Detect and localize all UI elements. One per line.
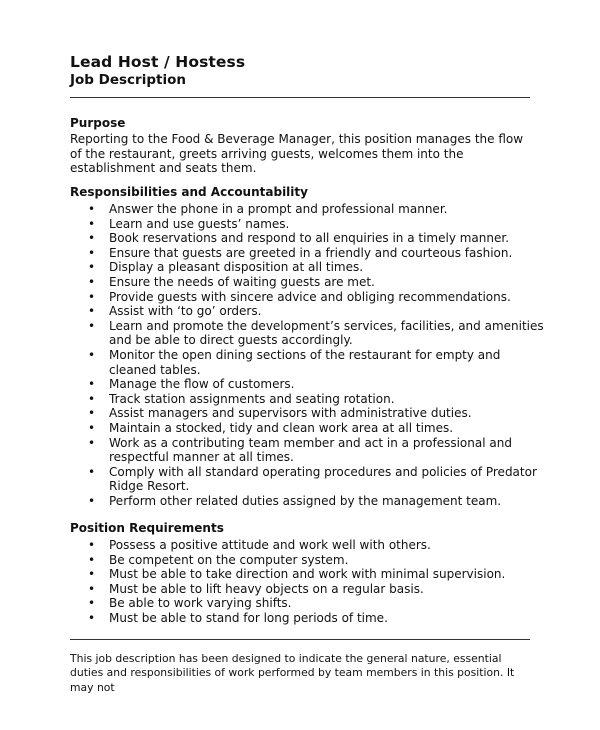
list-item-text: Must be able to take direction and work with minimal supervision.: [109, 567, 506, 582]
list-item-text: Ensure the needs of waiting guests are met.: [109, 274, 375, 289]
list-item: [70, 275, 549, 290]
list-item: [70, 246, 549, 261]
header-divider: [70, 97, 530, 98]
list-item-text: Be able to work varying shifts.: [109, 596, 292, 611]
list-item-text: Ensure that guests are greeted in a friendly and courteous fashion.: [109, 245, 513, 260]
bullet-marker: •: [88, 260, 96, 275]
list-item-text: Provide guests with sincere advice and obliging recommendations.: [109, 289, 511, 304]
purpose-section: [70, 116, 530, 176]
list-item-text: Be competent on the computer system.: [109, 552, 349, 567]
list-item: [70, 377, 549, 392]
bullet-marker: •: [88, 391, 96, 406]
bullet-marker: •: [88, 581, 96, 596]
footer-divider: [70, 639, 530, 640]
list-item-text: Work as a contributing team member and act in a professional and respectful manner at all times.: [109, 435, 512, 465]
requirements-list: [70, 538, 530, 626]
list-item-text: Track station assignments and seating rotation.: [109, 391, 395, 406]
bullet-marker: •: [88, 435, 96, 450]
bullet-marker: •: [88, 377, 96, 392]
list-item-text: Assist with ‘to go’ orders.: [109, 304, 262, 319]
bullet-marker: •: [88, 347, 96, 362]
responsibilities-heading: Responsibilities and Accountability: [70, 185, 308, 199]
list-item-text: Assist managers and supervisors with administrative duties.: [109, 406, 472, 421]
bullet-marker: •: [88, 245, 96, 260]
footer-disclaimer: This job description has been designed to indicate the general nature, essential duties and responsibilities of work performed by team members in this position. It may not: [70, 652, 515, 694]
list-item: [70, 538, 549, 553]
list-item-text: Manage the flow of customers.: [109, 377, 295, 392]
bullet-marker: •: [88, 231, 96, 246]
responsibilities-section: [70, 185, 544, 508]
bullet-marker: •: [88, 216, 96, 231]
list-item: [70, 348, 549, 377]
list-item: [70, 596, 549, 611]
bullet-marker: •: [88, 596, 96, 611]
bullet-marker: •: [88, 304, 96, 319]
list-item: [70, 421, 549, 436]
list-item: [70, 304, 549, 319]
purpose-text: Reporting to the Food & Beverage Manager, this position manages the flow of the restaurant, greets arriving guests, welcomes them into the establishment and seats them.: [70, 132, 524, 176]
list-item: [70, 582, 549, 597]
requirements-heading: Position Requirements: [70, 521, 224, 535]
purpose-heading: Purpose: [70, 116, 126, 130]
bullet-marker: •: [88, 538, 96, 552]
list-item: [70, 231, 549, 246]
bullet-marker: •: [88, 318, 96, 333]
list-item: [70, 217, 549, 232]
bullet-marker: •: [88, 406, 96, 421]
bullet-marker: •: [88, 552, 96, 567]
job-title: Lead Host / Hostess: [70, 53, 246, 71]
bullet-marker: •: [88, 567, 96, 582]
list-item: [70, 611, 549, 626]
list-item-text: Must be able to lift heavy objects on a regular basis.: [109, 581, 424, 596]
list-item: [70, 465, 549, 494]
bullet-marker: •: [88, 464, 96, 479]
bullet-marker: •: [88, 202, 96, 216]
bullet-marker: •: [88, 610, 96, 625]
list-item-text: Monitor the open dining sections of the restaurant for empty and cleaned tables.: [109, 347, 501, 377]
document-subtitle: Job Description: [70, 72, 186, 88]
list-item-text: Comply with all standard operating procedures and policies of Predator Ridge Resort.: [109, 464, 537, 494]
list-item-text: Display a pleasant disposition at all times.: [109, 260, 364, 275]
bullet-marker: •: [88, 420, 96, 435]
requirements-section: [70, 521, 530, 626]
list-item-text: Must be able to stand for long periods of time.: [109, 610, 388, 625]
list-item: [70, 260, 549, 275]
list-item-text: Possess a positive attitude and work well with others.: [109, 538, 431, 552]
bullet-marker: •: [88, 493, 96, 508]
list-item-text: Learn and use guests’ names.: [109, 216, 290, 231]
list-item: [70, 567, 549, 582]
list-item: [70, 436, 549, 465]
list-item: [70, 494, 549, 509]
list-item: [70, 290, 549, 305]
responsibilities-list: [70, 202, 544, 508]
list-item-text: Answer the phone in a prompt and professional manner.: [109, 202, 448, 216]
bullet-marker: •: [88, 289, 96, 304]
list-item-text: Book reservations and respond to all enquiries in a timely manner.: [109, 231, 510, 246]
list-item: [70, 319, 549, 348]
list-item-text: Learn and promote the development’s services, facilities, and amenities and be able to direct guests accordingly.: [109, 318, 544, 348]
list-item: [70, 202, 549, 217]
list-item: [70, 406, 549, 421]
list-item-text: Perform other related duties assigned by the management team.: [109, 493, 502, 508]
list-item: [70, 553, 549, 568]
list-item: [70, 392, 549, 407]
bullet-marker: •: [88, 274, 96, 289]
list-item-text: Maintain a stocked, tidy and clean work area at all times.: [109, 420, 454, 435]
